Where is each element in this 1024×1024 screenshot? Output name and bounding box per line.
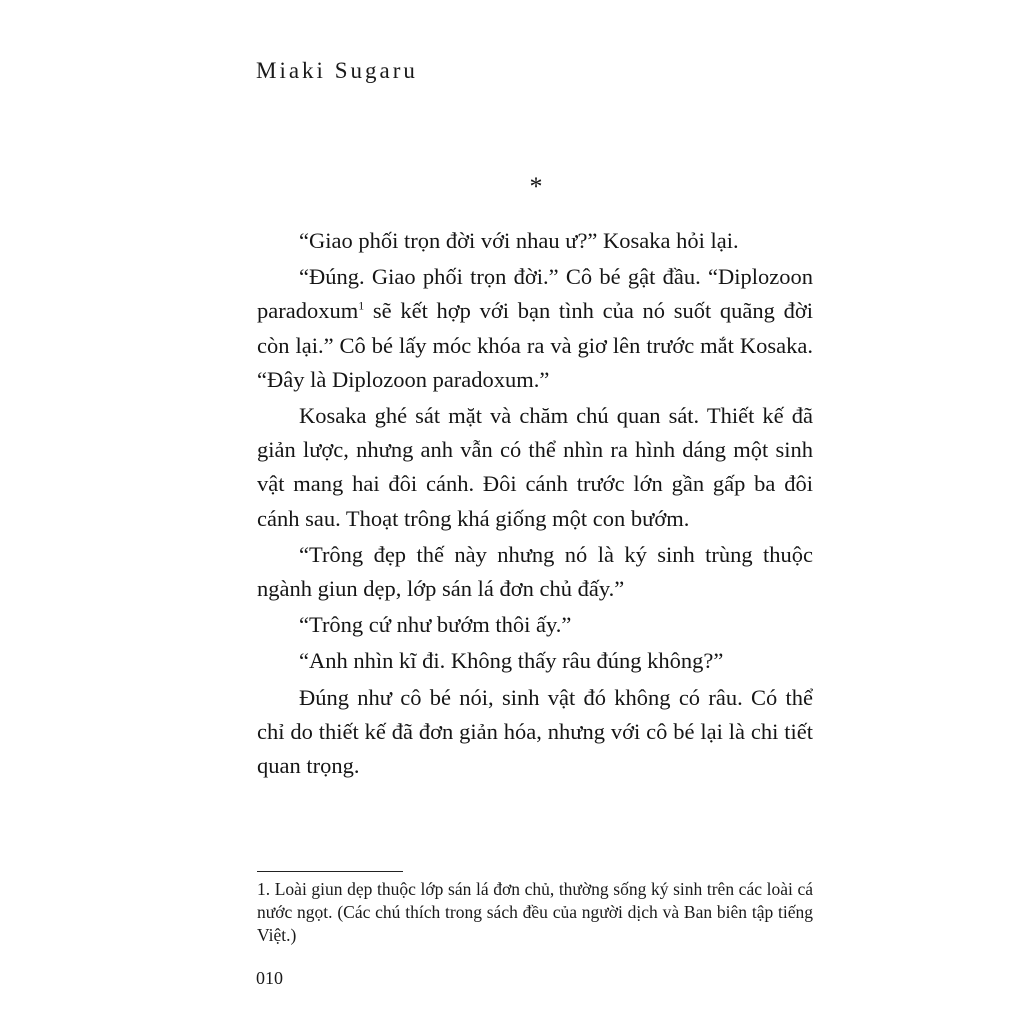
paragraph-2 bbox=[257, 260, 813, 397]
paragraph-2-rest: sẽ kết hợp với bạn tình của nó suốt quãng đời còn lại.” Cô bé lấy móc khóa ra và giơ lên trước mắt Kosaka. “Đây là Diplozoon paradoxum.” bbox=[257, 298, 813, 392]
paragraph-5: “Trông cứ như bướm thôi ấy.” bbox=[299, 612, 572, 638]
running-head-author: Miaki Sugaru bbox=[256, 58, 418, 83]
paragraph-1: “Giao phối trọn đời với nhau ư?” Kosaka hỏi lại. bbox=[299, 228, 739, 253]
paragraph-6: “Anh nhìn kĩ đi. Không thấy râu đúng không?” bbox=[299, 648, 724, 674]
paragraph-3: Kosaka ghé sát mặt và chăm chú quan sát. Thiết kế đã giản lược, nhưng anh vẫn có thể nhìn ra hình dáng một sinh vật mang hai đôi cánh. Đôi cánh trước lớn gần gấp ba đôi cánh sau. Thoạt trông khá giống một con bướm. bbox=[257, 403, 813, 531]
footnote-divider bbox=[257, 871, 403, 872]
page-number: 010 bbox=[256, 968, 283, 988]
paragraph-2-start: “Đúng. Giao phối trọn đời.” Cô bé gật đầu. “Diplozoon paradoxum bbox=[257, 264, 813, 324]
footnote-reference: 1 bbox=[358, 298, 365, 313]
paragraph-7: Đúng như cô bé nói, sinh vật đó không có râu. Có thể chỉ do thiết kế đã đơn giản hóa, nhưng với cô bé lại là chi tiết quan trọng. bbox=[257, 684, 813, 779]
footnote-text: 1. Loài giun dẹp thuộc lớp sán lá đơn chủ, thường sống ký sinh trên các loài cá nước ngọt. (Các chú thích trong sách đều của người dịch và Ban biên tập tiếng Việt.) bbox=[257, 879, 813, 945]
paragraph-4: “Trông đẹp thế này nhưng nó là ký sinh trùng thuộc ngành giun dẹp, lớp sán lá đơn chủ đấy.” bbox=[257, 541, 813, 602]
scene-break-marker: * bbox=[529, 172, 543, 201]
body-text bbox=[257, 224, 813, 785]
